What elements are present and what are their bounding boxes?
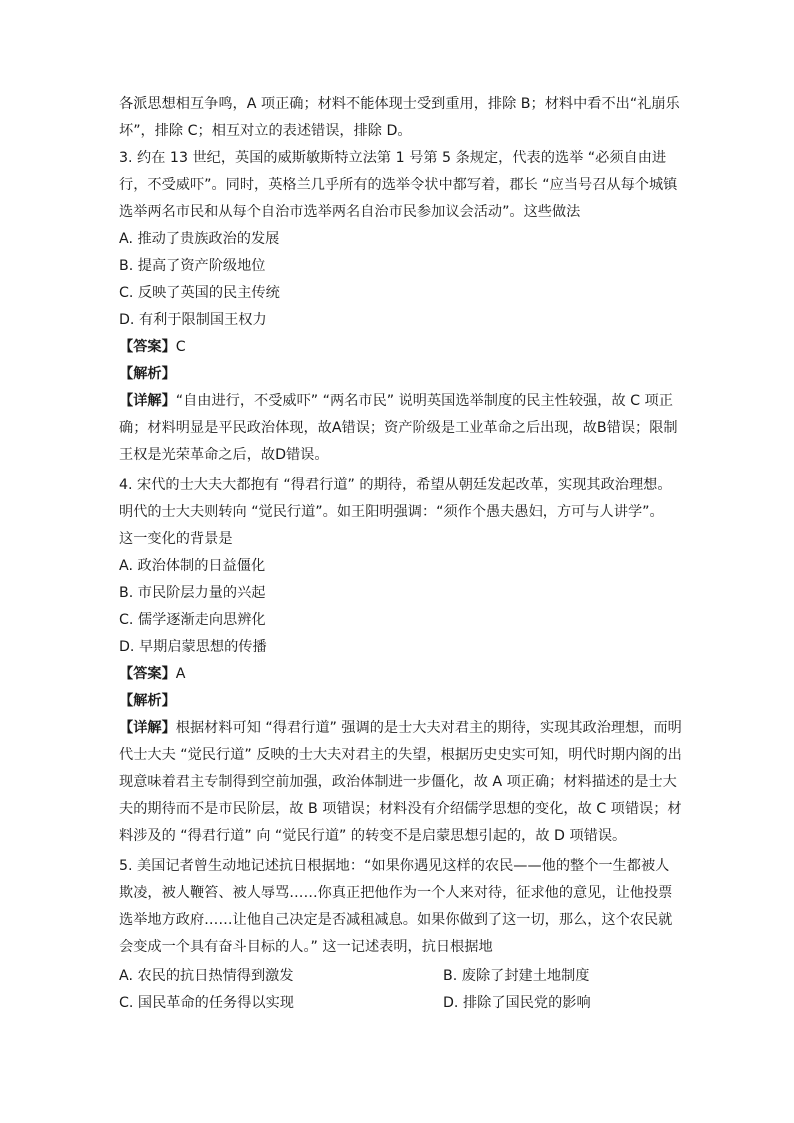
q3-option-d: D. 有利于限制国王权力 — [119, 312, 267, 328]
detail-text: 根据材料可知 “得君行道” 强调的是士大夫对君主的期待，实现其政治理想，而明 — [175, 720, 682, 736]
q4-detail-line: 现意味着君主专制得到空前加强，政治体制进一步僵化，故 A 项正确；材料描述的是士大 — [119, 774, 677, 790]
answer-label: 【答案】 — [119, 666, 176, 682]
q4-detail-line: 夫的期待而不是市民阶层，故 B 项错误；材料没有介绍儒学思想的变化，故 C 项错误；材 — [119, 801, 682, 817]
q3-stem-line: 行，不受威吓”。同时，英格兰几乎所有的选举令状中都写着，郡长 “应当号召从每个城镇 — [119, 177, 678, 193]
q4-detail-line: 料涉及的 “得君行道” 向 “觉民行道” 的转变不是启蒙思想引起的，故 D 项错误。 — [119, 828, 627, 844]
q5-option-b: B. 废除了封建土地制度 — [443, 968, 590, 984]
q3-detail-line: 确；材料明显是平民政治体现，故A错误；资产阶级是工业革命之后出现，故B错误；限制 — [119, 420, 678, 436]
q4-option-d: D. 早期启蒙思想的传播 — [119, 639, 267, 655]
q5-option-d: D. 排除了国民党的影响 — [443, 995, 591, 1011]
q4-stem-line: 明代的士大夫则转向 “觉民行道”。如王阳明强调：“须作个愚夫愚妇，方可与人讲学”。 — [119, 504, 664, 520]
q5-option-c: C. 国民革命的任务得以实现 — [119, 995, 294, 1011]
answer-value: C — [175, 339, 186, 355]
q4-stem-line: 这一变化的背景是 — [119, 531, 233, 547]
intro-line: 坏”，排除 C；相互对立的表述错误，排除 D。 — [119, 123, 412, 139]
q5-option-a: A. 农民的抗日热情得到激发 — [119, 968, 294, 984]
q5-stem-line: 选举地方政府……让他自己决定是否减租减息。如果你做到了这一切，那么，这个农民就 — [119, 912, 673, 928]
q3-option-a: A. 推动了贵族政治的发展 — [119, 231, 280, 247]
analysis-label: 【解析】 — [119, 693, 176, 709]
q4-analysis-label — [119, 691, 176, 711]
answer-label: 【答案】 — [119, 339, 176, 355]
q3-detail-line — [119, 391, 673, 411]
q3-option-c: C. 反映了英国的民主传统 — [119, 285, 280, 301]
intro-line: 各派思想相互争鸣，A 项正确；材料不能体现士受到重用，排除 B；材料中看不出“礼崩乐 — [119, 96, 680, 112]
q3-detail-line: 王权是光荣革命之后，故D错误。 — [119, 447, 329, 463]
q5-stem-line: 会变成一个具有奋斗目标的人。” 这一记述表明，抗日根据地 — [119, 939, 493, 955]
q3-analysis-label — [119, 364, 176, 384]
q4-detail-line — [119, 718, 682, 738]
q4-option-b: B. 市民阶层力量的兴起 — [119, 585, 266, 601]
q4-answer — [119, 664, 185, 684]
q4-option-c: C. 儒学逐渐走向思辨化 — [119, 612, 266, 628]
answer-value: A — [175, 666, 186, 682]
q4-stem-line: 4. 宋代的士大夫大都抱有 “得君行道” 的期待，希望从朝廷发起改革，实现其政治理想。 — [119, 477, 672, 493]
q5-stem-line: 5. 美国记者曾生动地记述抗日根据地：“如果你遇见这样的农民——他的整个一生都被人 — [119, 858, 670, 874]
q3-answer — [119, 337, 186, 357]
detail-label: 【详解】 — [119, 393, 176, 409]
q3-stem-line: 选举两名市民和从每个自治市选举两名自治市民参加议会活动”。这些做法 — [119, 204, 581, 220]
detail-label: 【详解】 — [119, 720, 176, 736]
analysis-label: 【解析】 — [119, 366, 176, 382]
detail-text: “自由进行，不受威吓” “两名市民” 说明英国选举制度的民主性较强，故 C 项正 — [175, 393, 673, 409]
q4-detail-line: 代士大夫 “觉民行道” 反映的士大夫对君主的失望，根据历史史实可知，明代时期内阁的出 — [119, 747, 682, 763]
q5-stem-line: 欺凌，被人鞭笞、被人辱骂……你真正把他作为一个人来对待，征求他的意见，让他投票 — [119, 885, 673, 901]
q3-option-b: B. 提高了资产阶级地位 — [119, 258, 266, 274]
q4-option-a: A. 政治体制的日益僵化 — [119, 558, 266, 574]
q3-stem-line: 3. 约在 13 世纪，英国的威斯敏斯特立法第 1 号第 5 条规定，代表的选举 “必须自由进 — [119, 150, 667, 166]
